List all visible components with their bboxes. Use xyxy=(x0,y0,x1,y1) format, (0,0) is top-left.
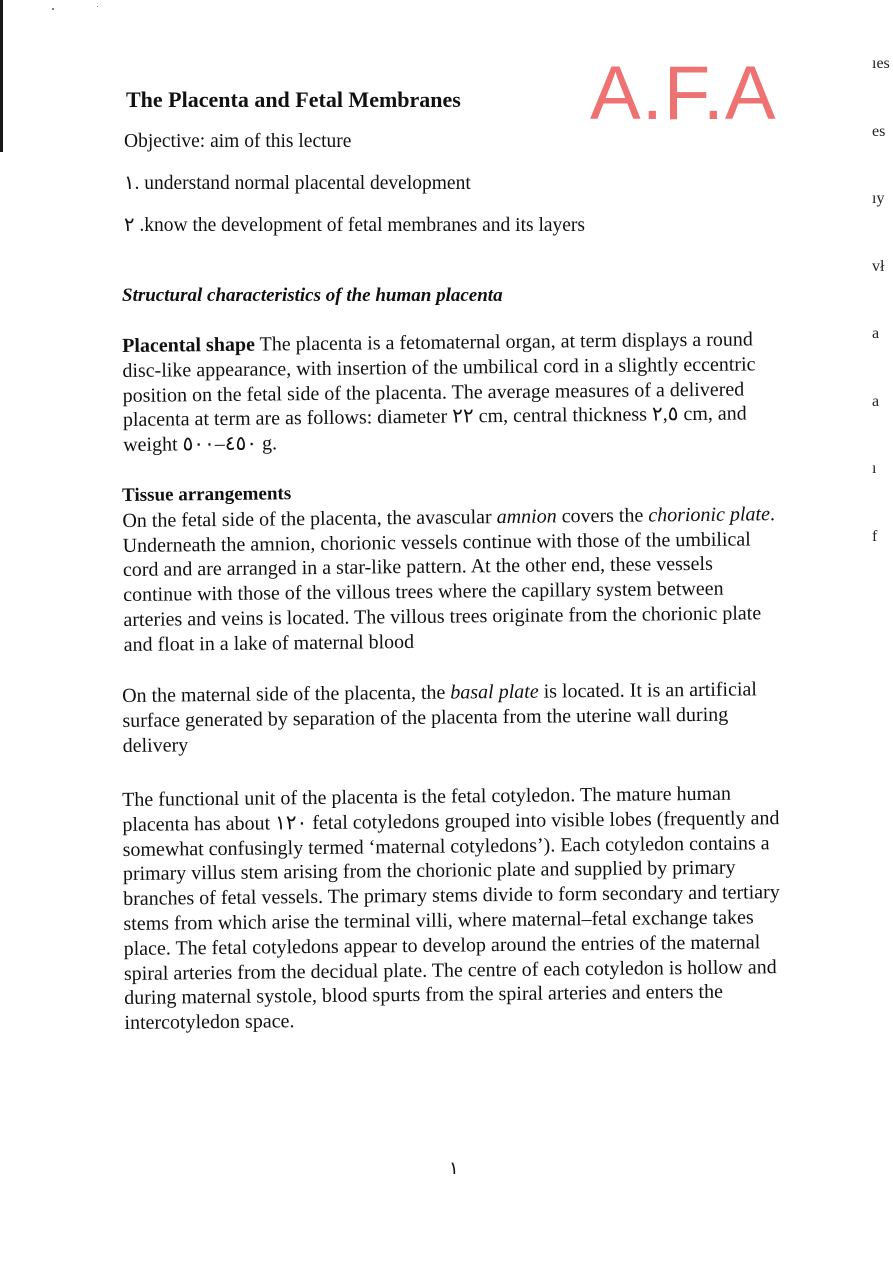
item-number: ٢ xyxy=(124,215,135,236)
page-title: The Placenta and Fetal Membranes xyxy=(126,87,461,112)
bleed-fragment: ıes xyxy=(872,55,890,72)
objective-item xyxy=(124,172,471,196)
item-text: .know the development of fetal membranes and its layers xyxy=(134,215,586,236)
bleed-fragment: f xyxy=(872,527,878,545)
term-chorionic-plate: chorionic plate xyxy=(648,503,771,527)
item-text: . understand normal placental development xyxy=(134,173,471,194)
bleed-fragment: es xyxy=(872,122,886,140)
bleed-fragment: a xyxy=(872,325,880,342)
term-basal-plate: basal plate xyxy=(450,680,539,704)
objective-item xyxy=(124,214,585,238)
scan-speck xyxy=(52,8,54,10)
scan-edge-shadow xyxy=(0,0,3,152)
watermark: A.F.A xyxy=(590,51,777,136)
page-number: ١ xyxy=(449,1158,459,1178)
weight-value: ٤٥٠–٥٠٠ xyxy=(182,432,258,456)
diameter-value: ٢٢ xyxy=(452,405,474,428)
paragraph-maternal-side: On the maternal side of the placenta, the basal plate is located. It is an artificial surface generated by separation of the placenta from the uterine wall during delivery xyxy=(122,678,758,757)
bleed-fragment: vł xyxy=(872,257,885,275)
scan-speck xyxy=(97,6,98,7)
adjacent-page-bleed-through xyxy=(872,8,893,593)
tissue-arrangements-heading: Tissue arrangements xyxy=(122,483,292,506)
thickness-value: ٢,٥ xyxy=(651,403,679,426)
paragraph-tissue-fetal-side: Tissue arrangements On the fetal side of the placenta, the avascular amnion covers the chorionic plate. Underneath the amnion, chorionic vessels continue with those of the umbilical cord and are arranged in a star-like pattern. At the other end, these vessels continue with those of the villous trees where the capillary system between arteries and veins is located. The villous trees originate from the chorionic plate and float in a lake of maternal blood xyxy=(122,477,784,657)
section-heading: Structural characteristics of the human placenta xyxy=(122,285,503,306)
bleed-fragment: ıy xyxy=(872,190,885,207)
bleed-fragment: a xyxy=(872,392,880,410)
paragraph-placental-shape: Placental shape The placenta is a fetomaternal organ, at term displays a round disc-like appearance, with insertion of the umbilical cord in a slightly eccentric position on the fetal side of the placenta. The average measures of a delivered placenta at term are as follows: diameter ٢٢ cm, central thickness ٢,٥ cm, and weight ٤٥٠–٥٠٠ g. xyxy=(122,328,756,457)
objective-heading: Objective: aim of this lecture xyxy=(124,131,352,152)
term-amnion: amnion xyxy=(496,505,557,528)
paragraph-fetal-cotyledon: The functional unit of the placenta is the fetal cotyledon. The mature human placenta has about ١٢٠ fetal cotyledons grouped into visible lobes (frequently and somewhat confusingly termed ‘maternal cotyledons’). Each cotyledon contains a primary villus stem arising from the chorionic plate and supplied by primary branches of fetal vessels. The primary stems divide to form secondary and tertiary stems from which arise the terminal villi, where maternal–fetal exchange takes place. The fetal cotyledons appear to develop around the entries of the maternal spiral arteries from the decidual plate. The centre of each cotyledon is hollow and during maternal systole, blood spurts from the spiral arteries and enters the intercotyledon space. xyxy=(122,782,780,1035)
placental-shape-heading: Placental shape xyxy=(122,333,256,357)
item-number: ١ xyxy=(124,173,135,194)
bleed-fragment: ı xyxy=(872,460,877,477)
cotyledon-count: ١٢٠ xyxy=(274,811,308,835)
